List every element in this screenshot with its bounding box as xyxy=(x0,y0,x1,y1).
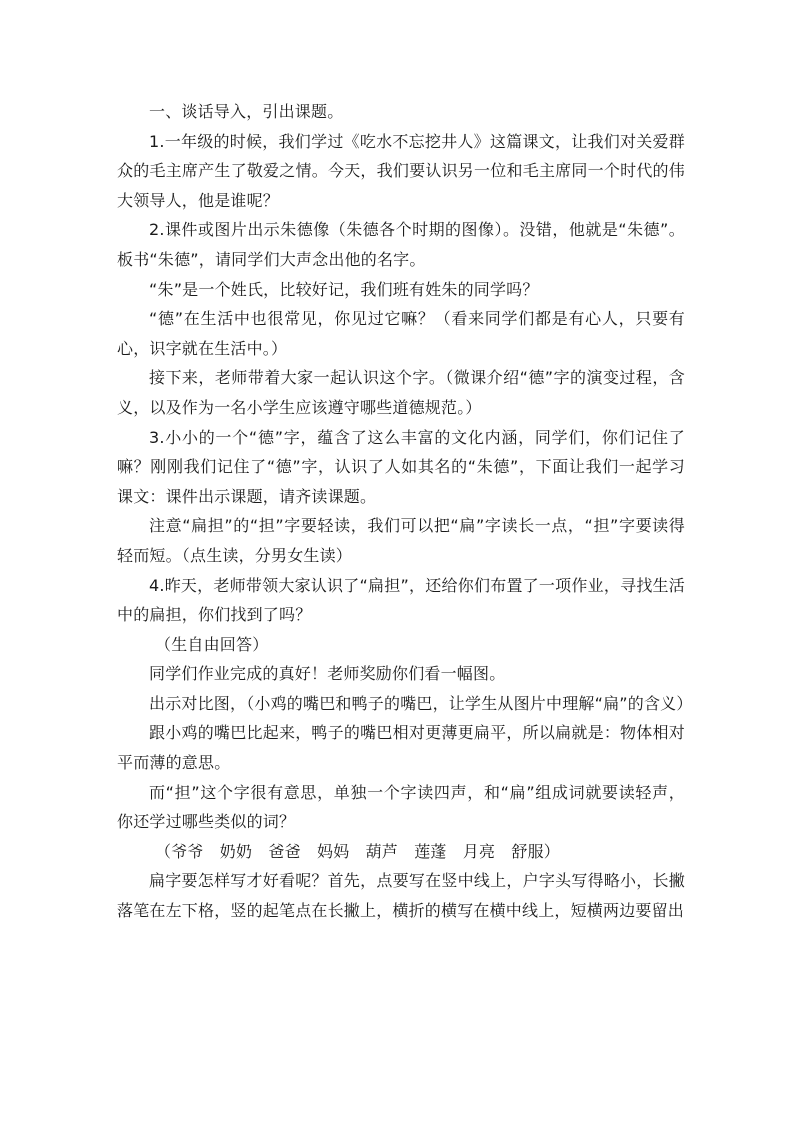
paragraph-step-3: 3.小小的一个“德”字，蕴含了这么丰富的文化内涵，同学们，你们记住了嘛？刚刚我们记住了“德”字，认识了人如其名的“朱德”，下面让我们一起学习课文：课件出示课题，请齐读课题。 xyxy=(117,427,685,506)
paragraph-bian-meaning: 跟小鸡的嘴巴比起来，鸭子的嘴巴相对更薄更扁平，所以扁就是：物体相对平而薄的意思。 xyxy=(117,723,685,773)
paragraph-free-answer: （生自由回答） xyxy=(155,634,269,654)
paragraph-comparison: 出示对比图，（小鸡的嘴巴和鸭子的嘴巴，让学生从图片中理解“扁”的含义） xyxy=(149,693,693,713)
document-page xyxy=(117,97,693,926)
paragraph-zhu: “朱”是一个姓氏，比较好记，我们班有姓朱的同学吗？ xyxy=(149,279,539,299)
paragraph-dan-tone: 而“担”这个字很有意思，单独一个字读四声，和“扁”组成词就要读轻声，你还学过哪些类似的词？ xyxy=(117,782,685,832)
section-heading: 一、谈话导入，引出课题。 xyxy=(149,102,344,121)
paragraph-step-2: 2.课件或图片出示朱德像（朱德各个时期的图像）。没错，他就是“朱德”。板书“朱德”，请同学们大声念出他的名字。 xyxy=(117,220,685,269)
paragraph-writing: 扁字要怎样写才好看呢？首先，点要写在竖中线上，户字头写得略小，长撇落笔在左下格，竖的起笔点在长撇上，横折的横写在横中线上，短横两边要留出 xyxy=(117,871,685,921)
paragraph-pronunciation: 注意“扁担”的“担”字要轻读，我们可以把“扁”字读长一点，“担”字要读得轻而短。（点生读，分男女生读） xyxy=(117,516,685,565)
paragraph-step-1: 1.一年级的时候，我们学过《吃水不忘挖井人》这篇课文，让我们对关爱群众的毛主席产生了敬爱之情。今天，我们要认识另一位和毛主席同一个时代的伟大领导人，他是谁呢？ xyxy=(117,131,685,210)
paragraph-step-4: 4.昨天，老师带领大家认识了“扁担”，还给你们布置了一项作业，寻找生活中的扁担，你们找到了吗？ xyxy=(117,575,685,625)
paragraph-word-list: （爷爷 奶奶 爸爸 妈妈 葫芦 莲蓬 月亮 舒服） xyxy=(155,841,561,861)
paragraph-microlesson: 接下来，老师带着大家一起认识这个字。（微课介绍“德”字的演变过程，含义，以及作为一名小学生应该遵守哪些道德规范。） xyxy=(117,368,685,417)
paragraph-de: “德”在生活中也很常见，你见过它嘛？（看来同学们都是有心人，只要有心，识字就在生活中。） xyxy=(117,309,685,358)
paragraph-praise: 同学们作业完成的真好！老师奖励你们看一幅图。 xyxy=(149,664,506,684)
